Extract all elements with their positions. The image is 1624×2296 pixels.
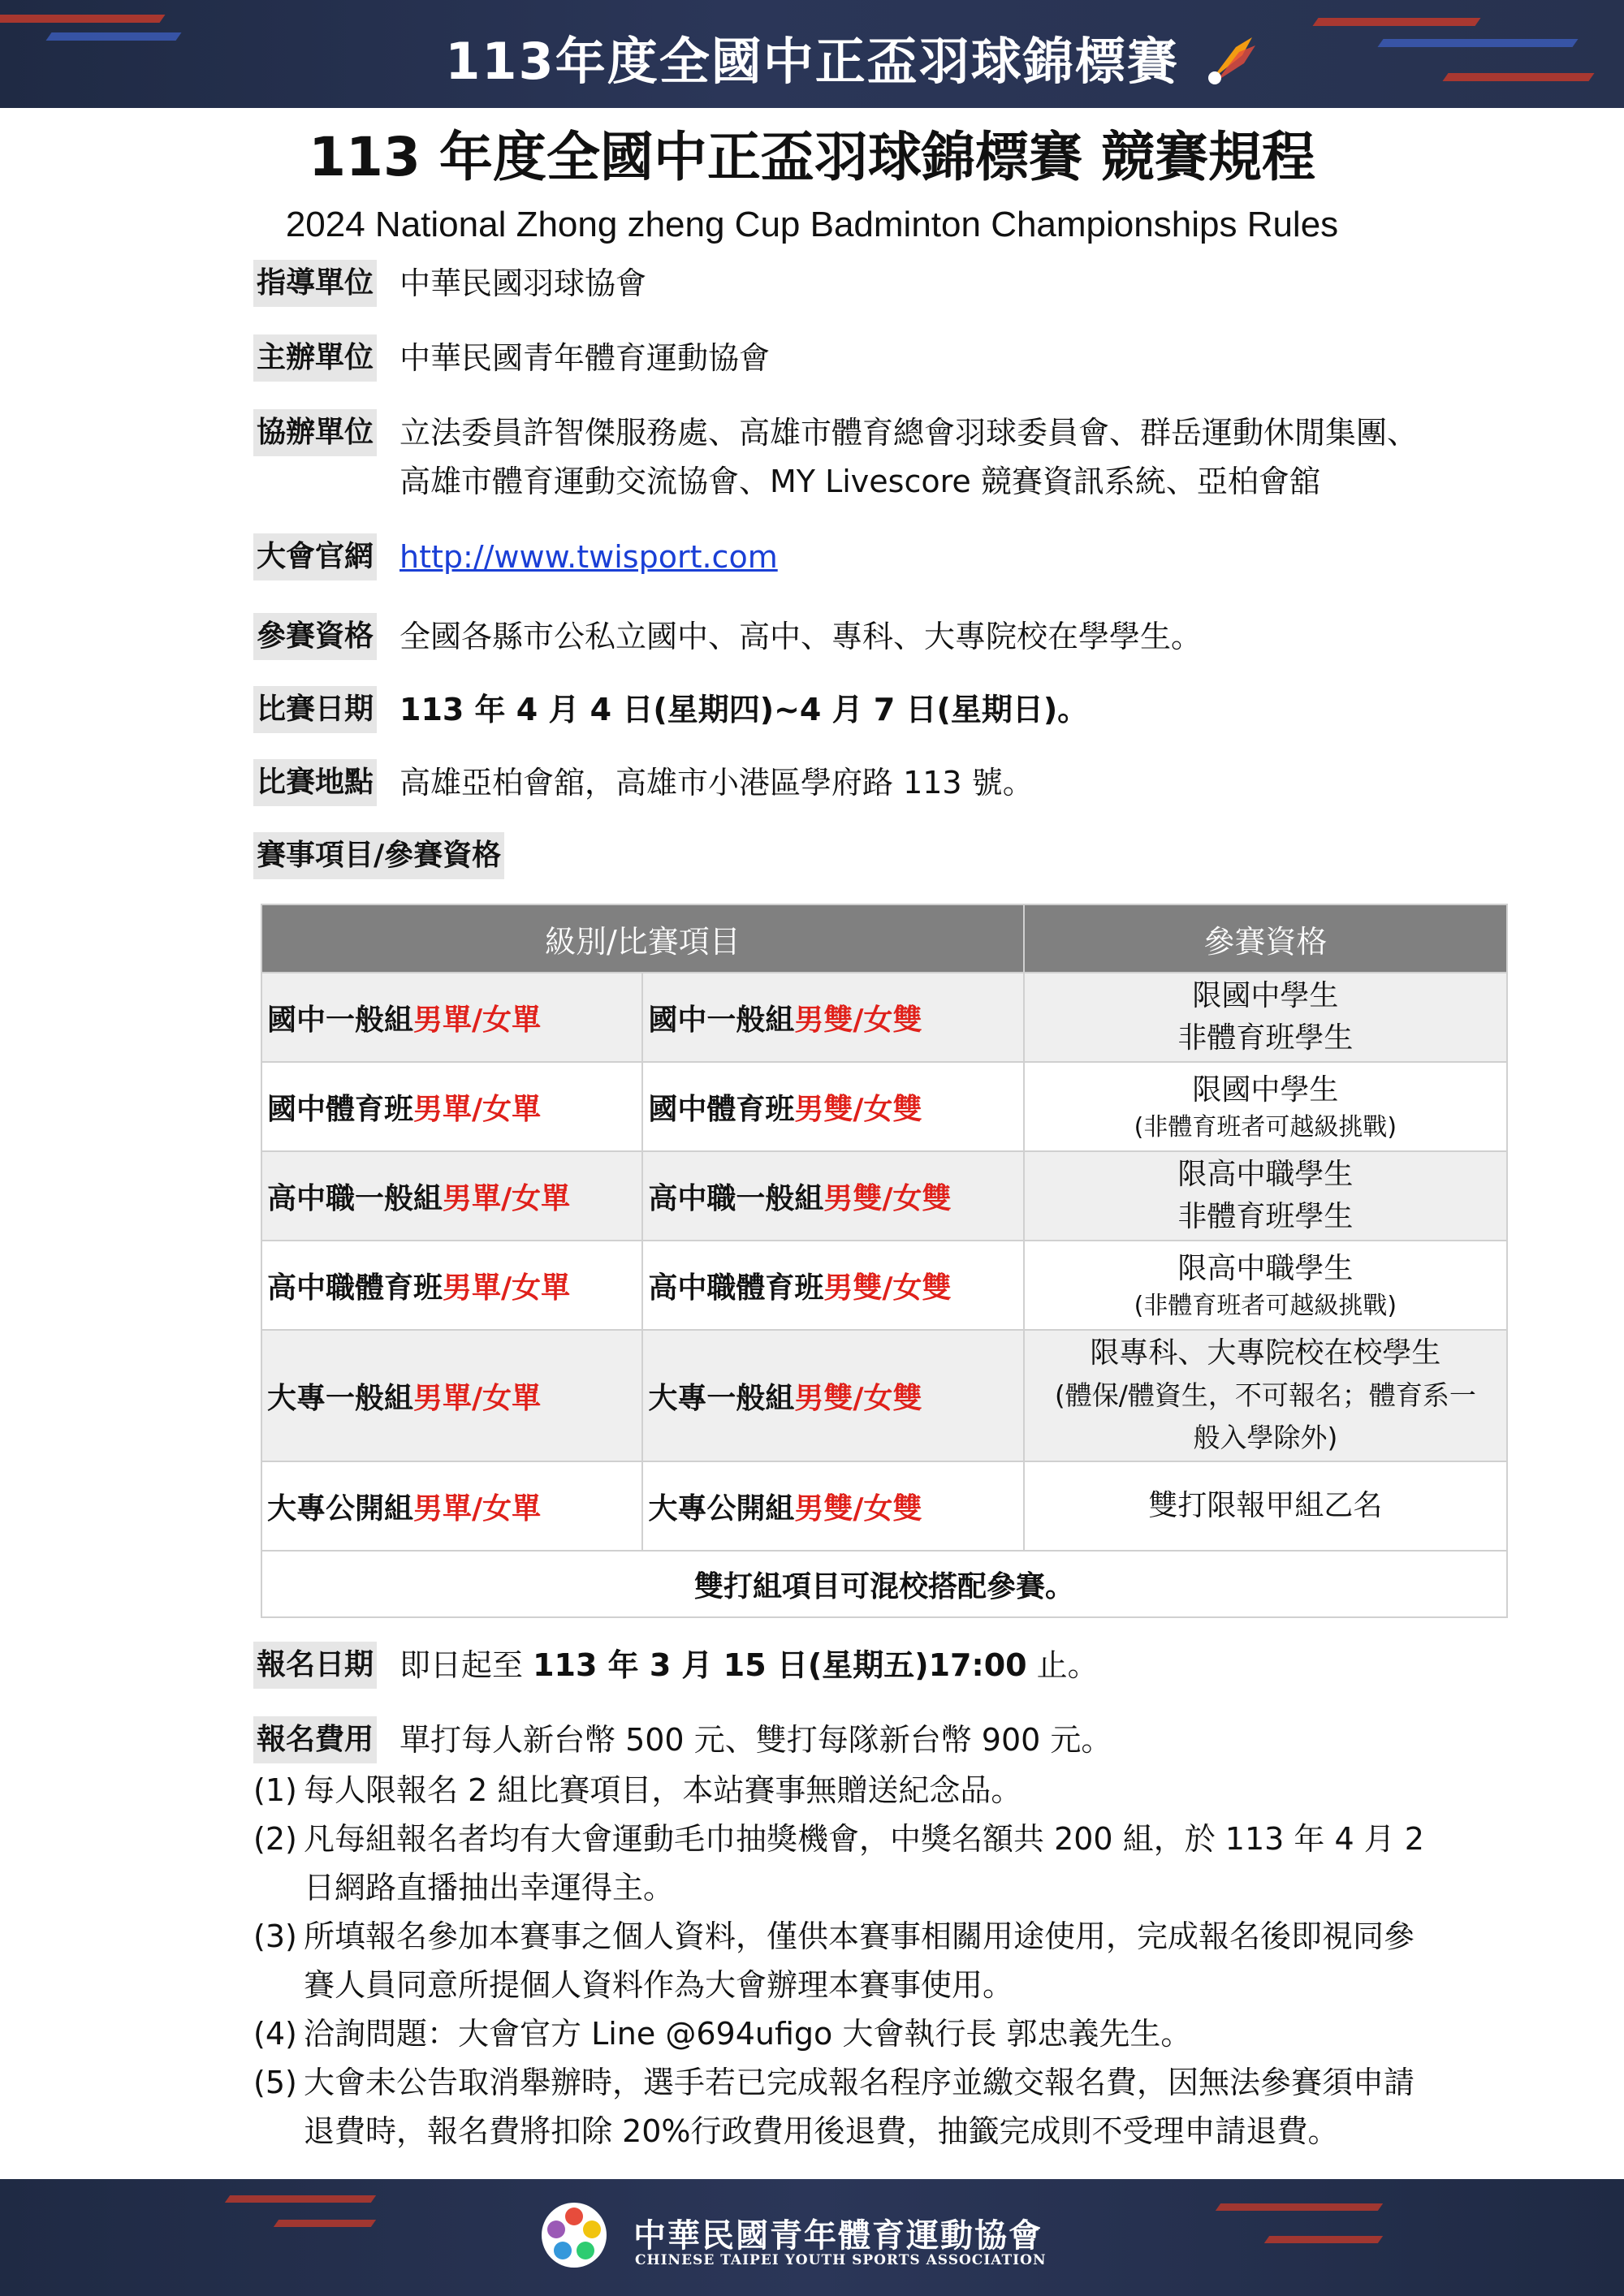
table-header-row (261, 904, 1507, 973)
info-label: 報名日期 (253, 1642, 377, 1689)
info-value: 113 年 4 月 4 日(星期四)~4 月 7 日(星期日)。 (400, 692, 1089, 727)
info-label: 參賽資格 (253, 613, 377, 660)
eligibility-cell: 限高中職學生 (非體育班者可越級挑戰) (1024, 1241, 1507, 1330)
list-item: (4) 洽詢問題：大會官方 Line @694ufigo 大會執行長 郭忠義先生。 (253, 2016, 1192, 2052)
singles-cell: 國中體育班男單/女單 (261, 1062, 642, 1151)
table-note-row (261, 1551, 1507, 1617)
info-label: 報名費用 (253, 1716, 377, 1763)
table-header: 參賽資格 (1024, 904, 1507, 973)
table-row (261, 973, 1507, 1062)
eligibility-cell: 限國中學生 (非體育班者可越級挑戰) (1024, 1062, 1507, 1151)
table-row (261, 1330, 1507, 1461)
website-link[interactable]: http://www.twisport.com (400, 539, 778, 575)
info-label: 大會官網 (253, 533, 377, 580)
eligibility-cell: 雙打限報甲組乙名 (1024, 1461, 1507, 1551)
doubles-cell: 大專一般組男雙/女雙 (642, 1330, 1023, 1461)
document-subtitle: 2024 National Zhong zheng Cup Badminton Championships Rules (285, 205, 1339, 244)
list-item: (3) 所填報名參加本賽事之個人資料，僅供本賽事相關用途使用，完成報名後即視同參 賽人員同意所提個人資料作為大會辦理本賽事使用。 (253, 1918, 1415, 2003)
footer-stripe (225, 2195, 376, 2203)
table-row (261, 1241, 1507, 1330)
registration-fee-value: 單打每人新台幣 500 元、雙打每隊新台幣 900 元。 (400, 1722, 1112, 1758)
singles-cell: 高中職一般組男單/女單 (261, 1151, 642, 1241)
info-row-co-organizer (253, 409, 1520, 507)
singles-cell: 高中職體育班男單/女單 (261, 1241, 642, 1330)
table-row (261, 1461, 1507, 1551)
eligibility-cell: 限高中職學生 非體育班學生 (1024, 1151, 1507, 1241)
table-note: 雙打組項目可混校搭配參賽。 (261, 1551, 1507, 1617)
info-label: 指導單位 (253, 260, 377, 307)
list-item: (5) 大會未公告取消舉辦時，選手若已完成報名程序並繳交報名費，因無法參賽須申請 退費時，報名費將扣除 20%行政費用後退費，抽籤完成則不受理申請退費。 (253, 2065, 1415, 2149)
doubles-cell: 大專公開組男雙/女雙 (642, 1461, 1023, 1551)
info-value: 全國各縣市公私立國中、高中、專科、大專院校在學學生。 (400, 619, 1203, 654)
footer-stripe (1264, 2236, 1383, 2243)
table-row (261, 1062, 1507, 1151)
eligibility-cell: 限國中學生 非體育班學生 (1024, 973, 1507, 1062)
info-label: 比賽地點 (253, 759, 377, 806)
header-banner (0, 0, 1624, 108)
info-label: 主辦單位 (253, 334, 377, 382)
singles-cell: 大專一般組男單/女單 (261, 1330, 642, 1461)
info-value: 立法委員許智傑服務處、高雄市體育總會羽球委員會、群岳運動休閒集團、 (400, 415, 1419, 451)
footer-stripe (1216, 2203, 1383, 2211)
footer-stripe (274, 2220, 376, 2227)
document-title: 113 年度全國中正盃羽球錦標賽 競賽規程 (309, 126, 1315, 188)
footer-org-name: 中華民國青年體育運動協會 (633, 2217, 1043, 2255)
association-logo-icon (539, 2200, 609, 2270)
doubles-cell: 高中職體育班男雙/女雙 (642, 1241, 1023, 1330)
info-value: 中華民國羽球協會 (400, 265, 647, 301)
banner-title: 113年度全國中正盃羽球錦標賽 (445, 32, 1179, 91)
section-label: 賽事項目/參賽資格 (253, 832, 504, 879)
list-item: (2) 凡每組報名者均有大會運動毛巾抽獎機會，中獎名額共 200 組，於 113 年 4 月 2 日網路直播抽出幸運得主。 (253, 1821, 1424, 1905)
doubles-cell: 高中職一般組男雙/女雙 (642, 1151, 1023, 1241)
footer-org-name-en: CHINESE TAIPEI YOUTH SPORTS ASSOCIATION (635, 2252, 1047, 2268)
notes-list (253, 1766, 1553, 2156)
shuttlecock-icon (1203, 31, 1260, 88)
doubles-cell: 國中體育班男雙/女雙 (642, 1062, 1023, 1151)
list-item: (1) 每人限報名 2 組比賽項目，本站賽事無贈送紀念品。 (253, 1772, 1022, 1808)
singles-cell: 國中一般組男單/女單 (261, 973, 642, 1062)
info-value: 中華民國青年體育運動協會 (400, 340, 771, 376)
singles-cell: 大專公開組男單/女單 (261, 1461, 642, 1551)
doubles-cell: 國中一般組男雙/女雙 (642, 973, 1023, 1062)
table-header: 級別/比賽項目 (261, 904, 1024, 973)
registration-date-value: 即日起至 113 年 3 月 15 日(星期五)17:00 止。 (400, 1647, 1099, 1683)
info-value: 高雄亞柏會舘，高雄市小港區學府路 113 號。 (400, 765, 1034, 801)
events-table (261, 904, 1508, 1618)
footer-banner (0, 2179, 1624, 2296)
info-value-line2: 高雄市體育運動交流協會、MY Livescore 競賽資訊系統、亞柏會舘 (400, 464, 1320, 499)
info-label: 協辦單位 (253, 409, 377, 456)
eligibility-cell: 限專科、大專院校在校學生 (體保/體資生，不可報名；體育系一 般入學除外) (1024, 1330, 1507, 1461)
table-row (261, 1151, 1507, 1241)
info-label: 比賽日期 (253, 686, 377, 733)
